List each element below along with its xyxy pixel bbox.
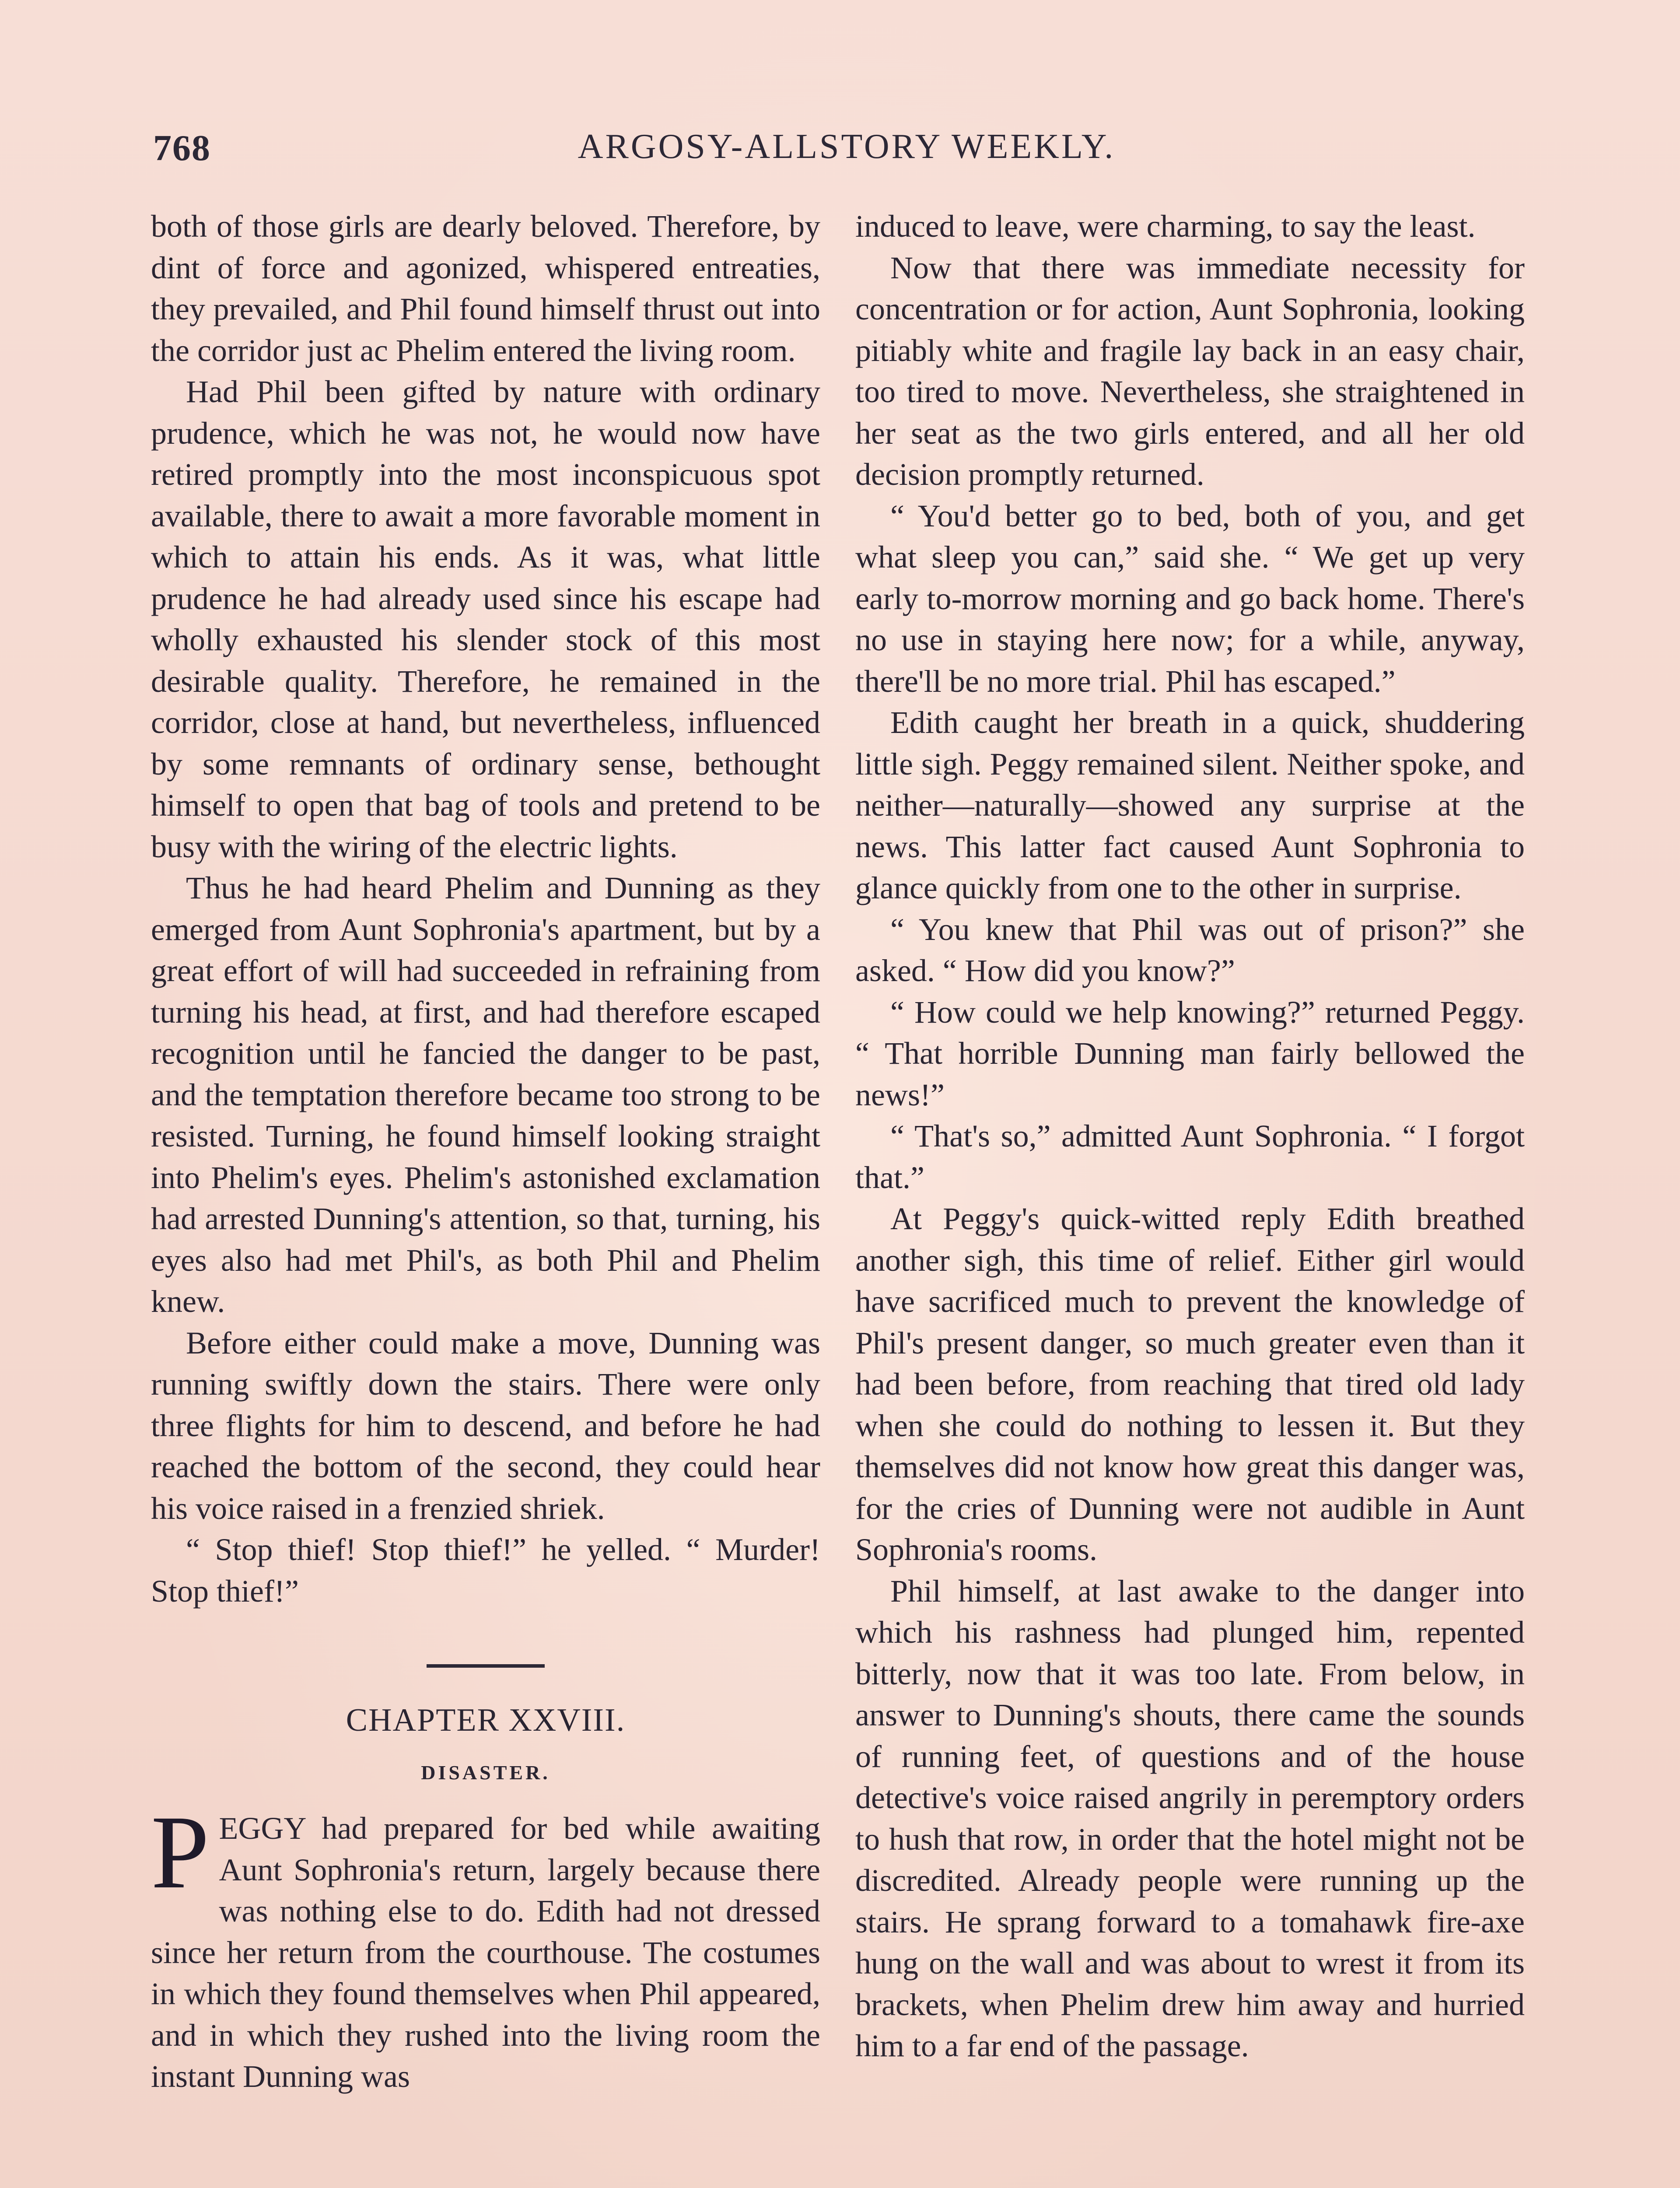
chapter-subtitle: DISASTER. [421, 1761, 550, 1784]
paragraph: induced to leave, were charming, to say the least. [855, 209, 1476, 244]
chapter-title: CHAPTER XXVIII. [346, 1702, 626, 1738]
left-column [151, 206, 820, 2097]
paragraph: “ You'd better go to bed, both of you, and get what sleep you can,” said she. “ We get up very early to-morrow morning and go back home. There's no use in staying here now; for a while, anyway, there'll be no more trial. Phil has escaped.” [855, 498, 1525, 699]
paragraph: “ Stop thief! Stop thief!” he yelled. “ Murder! Stop thief!” [151, 1532, 820, 1609]
paragraph: Now that there was immediate necessity for concentration or for action, Aunt Sophronia, looking pitiably white and fragile lay back in an easy chair, too tired to move. Nevertheless, she straightened in her seat as the two girls entered, and all her old decision promptly returned. [855, 250, 1525, 492]
paragraph: “ You knew that Phil was out of prison?” she asked. “ How did you know?” [855, 912, 1525, 988]
paragraph: Edith caught her breath in a quick, shuddering little sigh. Peggy remained silent. Neither spoke, and neither—naturally—showed any surprise at the news. This latter fact caused Aunt Sophronia to glance quickly from one to the other in surprise. [855, 705, 1525, 905]
paragraph: At Peggy's quick-witted reply Edith breathed another sigh, this time of relief. Either girl would have sacrificed much to prevent the knowledge of Phil's present danger, so much greater even than it had been before, from reaching that tired old lady when she could do nothing to lessen it. But they themselves did not know how great this danger was, for the cries of Dunning were not audible in Aunt Sophronia's rooms. [855, 1201, 1525, 1567]
chapter-opening-paragraph [151, 1794, 820, 2097]
paragraph: “ That's so,” admitted Aunt Sophronia. “ I forgot that.” [855, 1119, 1525, 1195]
paragraph-text: EGGY had prepared for bed while awaiting Aunt Sophronia's return, largely because there was nothing else to do. Edith had not dressed since her return from the courthouse. The costumes in which they found themselves when Phil appeared, and in which they rushed into the living room the instant Dunning was [151, 1811, 820, 2094]
right-column [855, 206, 1525, 2067]
page-header [153, 127, 1540, 184]
section-divider [427, 1664, 545, 1668]
paragraph: Before either could make a move, Dunning was running swiftly down the stairs. There were only three flights for him to descend, and before he had reached the bottom of the second, they could hear his voice raised in a frenzied shriek. [151, 1325, 820, 1526]
running-title: ARGOSY-ALLSTORY WEEKLY. [578, 127, 1116, 166]
paragraph: both of those girls are dearly beloved. Therefore, by dint of force and agonized, whispered entreaties, they prevailed, and Phil found himself thrust out into the corridor just ac Phelim entered the living room. [151, 209, 820, 368]
paragraph: Thus he had heard Phelim and Dunning as they emerged from Aunt Sophronia's apartment, but by a great effort of will had succeeded in refraining from turning his head, at first, and had therefore escaped recognition until he fancied the danger to be past, and the temptation therefore became too strong to be resisted. Turning, he found himself looking straight into Phelim's eyes. Phelim's astonished exclamation had arrested Dunning's attention, so that, turning, his eyes also had met Phil's, as both Phil and Phelim knew. [151, 870, 820, 1319]
drop-cap: P [151, 1794, 210, 1910]
paragraph: Phil himself, at last awake to the danger into which his rashness had plunged him, repented bitterly, now that it was too late. From below, in answer to Dunning's shouts, there came the sounds of running feet, of questions and of the house detective's voice raised angrily in peremptory orders to hush that row, in order that the hotel might not be discredited. Already people were running up the stairs. He sprang forward to a tomahawk fire-axe hung on the wall and was about to wrest it from its brackets, when Phelim drew him away and hurried him to a far end of the passage. [855, 1573, 1525, 2063]
paragraph: Had Phil been gifted by nature with ordinary prudence, which he was not, he would now have retired promptly into the most inconspicuous spot available, there to await a more favorable moment in which to attain his ends. As it was, what little prudence he had already used since his escape had wholly exhausted his slender stock of this most desirable quality. Therefore, he remained in the corridor, close at hand, but nevertheless, influenced by some remnants of ordinary sense, bethought himself to open that bag of tools and pretend to be busy with the wiring of the electric lights. [151, 374, 820, 864]
paragraph: “ How could we help knowing?” returned Peggy. “ That horrible Dunning man fairly bellowed the news!” [855, 994, 1525, 1112]
page-number: 768 [153, 128, 211, 168]
